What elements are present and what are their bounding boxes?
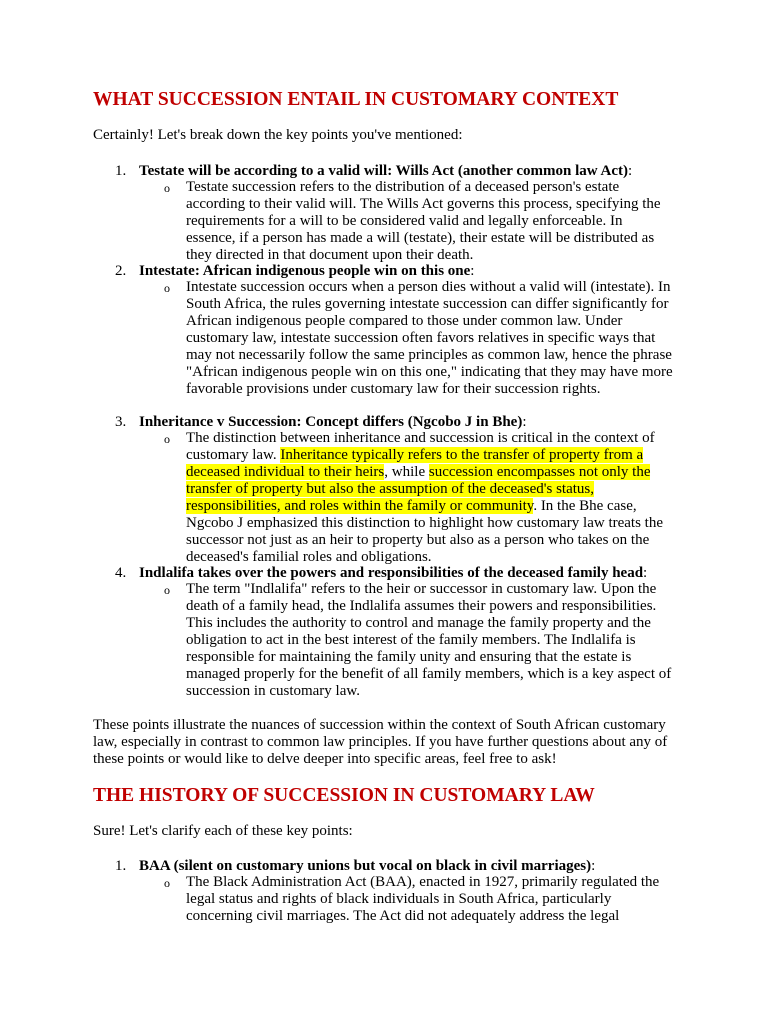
bullet-marker: o <box>164 432 170 446</box>
highlighted-text: Inheritance typically refers to the transfer of property from a deceased individual to their heirs <box>186 447 644 480</box>
list-item-text: The distinction between inheritance and succession is critical in the context of customary law. Inheritance typically refers to the transfer of property from a deceased individual to their heirs, while succession encompasses not only the transfer of property but also the assumption of the deceased's status, responsibilities, and roles within the family or community. In the Bhe case, Ngcobo J emphasized this distinction to highlight how customary law treats the successor not just as an heir to property but also as a person who takes on the deceased's familial roles and obligations. <box>186 430 664 565</box>
section-intro: Sure! Let's clarify each of these key points: <box>93 823 353 839</box>
section-heading-succession: WHAT SUCCESSION ENTAIL IN CUSTOMARY CONTEXT <box>93 89 619 110</box>
list-item-title: Testate will be according to a valid will: Wills Act (another common law Act): <box>139 163 633 179</box>
list-item-title: Intestate: African indigenous people win on this one: <box>139 263 475 279</box>
list-item-title: Indlalifa takes over the powers and responsibilities of the deceased family head: <box>139 565 648 581</box>
list-item-title: Inheritance v Succession: Concept differs (Ngcobo J in Bhe): <box>139 414 527 430</box>
list-number: 4. <box>115 565 127 581</box>
list-item-text: The term "Indlalifa" refers to the heir or successor in customary law. Upon the death of a family head, the Indlalifa assumes their powers and responsibilities. This includes the authority to control and manage the family property and the obligation to act in the best interest of the family members. The Indlalifa is responsible for maintaining the family unity and ensuring that the estate is managed properly for the benefit of all family members, which is a key aspect of succession in customary law. <box>186 581 672 699</box>
list-number: 1. <box>115 163 127 179</box>
section-heading-history: THE HISTORY OF SUCCESSION IN CUSTOMARY LAW <box>93 785 595 806</box>
list-item-text: The Black Administration Act (BAA), enacted in 1927, primarily regulated the legal status and rights of black individuals in South Africa, particularly concerning civil marriages. The Act did not adequately address the legal <box>186 874 660 924</box>
bullet-marker: o <box>164 281 170 295</box>
list-number: 3. <box>115 414 127 430</box>
list-item-text: Testate succession refers to the distribution of a deceased person's estate according to their valid will. The Wills Act governs this process, specifying the requirements for a will to be considered valid and legally enforceable. In essence, if a person has made a will (testate), their estate will be distributed as they directed in that document upon their death. <box>186 179 661 263</box>
section-conclusion: These points illustrate the nuances of succession within the context of South African customary law, especially in contrast to common law principles. If you have further questions about any of these points or would like to delve deeper into specific areas, feel free to ask! <box>93 717 668 767</box>
list-number: 2. <box>115 263 127 279</box>
bullet-marker: o <box>164 583 170 597</box>
bullet-marker: o <box>164 181 170 195</box>
list-number: 1. <box>115 858 127 874</box>
list-item-title: BAA (silent on customary unions but vocal on black in civil marriages): <box>139 858 596 874</box>
list-item-text: Intestate succession occurs when a person dies without a valid will (intestate). In South Africa, the rules governing intestate succession can differ significantly for African indigenous people compared to those under common law. Under customary law, intestate succession often favors relatives in specific ways that may not necessarily follow the same principles as common law, hence the phrase "African indigenous people win on this one," indicating that they may have more favorable provisions under customary law for their succession rights. <box>186 279 673 397</box>
bullet-marker: o <box>164 876 170 890</box>
highlighted-text: succession encompasses not only the transfer of property but also the assumption of the deceased's status, responsibilities, and roles within the family or community <box>186 464 651 514</box>
section-intro: Certainly! Let's break down the key points you've mentioned: <box>93 127 463 143</box>
